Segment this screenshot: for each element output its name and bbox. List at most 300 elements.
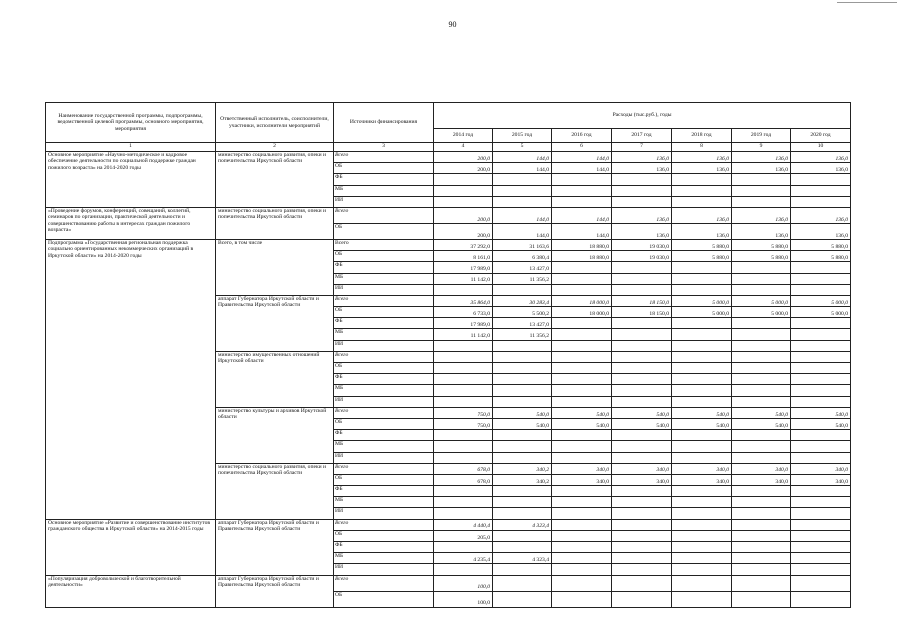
expense-value (552, 497, 612, 508)
expense-value (493, 508, 552, 519)
expense-value: 136,0 (791, 207, 851, 223)
funding-source: ФБ (334, 174, 434, 185)
expense-value: 678,0 (434, 463, 493, 474)
page-number: 90 (448, 20, 457, 29)
expense-value (552, 441, 612, 452)
expense-value (672, 196, 732, 207)
funding-source: ФБ (334, 542, 434, 553)
expense-value (612, 174, 672, 185)
expense-value (672, 262, 732, 273)
funding-source: ОБ (334, 251, 434, 262)
expense-value: 540,0 (672, 418, 732, 429)
header-col-name: Наименование государственной программы, подпрограммы, ведомственной целевой программы, основного мероприятия, мероприятия (46, 103, 216, 143)
expense-value (493, 340, 552, 351)
expense-value: 540,0 (493, 407, 552, 418)
expense-value (732, 329, 791, 340)
expense-value (552, 452, 612, 463)
expense-value (672, 374, 732, 385)
expense-value (612, 519, 672, 530)
expense-value: 340,0 (612, 474, 672, 485)
funding-source: ФБ (334, 430, 434, 441)
expense-value: 540,0 (791, 418, 851, 429)
expense-value (434, 396, 493, 407)
expense-value: 136,0 (672, 207, 732, 223)
expense-value (672, 530, 732, 541)
expense-value (791, 396, 851, 407)
expense-value: 340,0 (612, 463, 672, 474)
expense-value (493, 351, 552, 362)
expense-value: 19 030,0 (612, 251, 672, 262)
expense-value: 6 733,0 (434, 307, 493, 318)
expense-value (552, 262, 612, 273)
expense-value: 13 427,0 (493, 262, 552, 273)
expense-value (732, 385, 791, 396)
expense-value (791, 385, 851, 396)
expense-value (732, 553, 791, 564)
expense-value (493, 385, 552, 396)
header-year: 2016 год (552, 129, 612, 143)
column-number: 3 (334, 143, 434, 152)
expense-value (493, 497, 552, 508)
funding-source: ИИ (334, 396, 434, 407)
expense-value (791, 262, 851, 273)
expense-value (672, 284, 732, 295)
expense-value: 540,0 (493, 418, 552, 429)
expense-value (612, 591, 672, 607)
expense-value (434, 363, 493, 374)
expense-value (791, 185, 851, 196)
expense-value: 144,0 (552, 163, 612, 174)
expense-value (732, 284, 791, 295)
expense-value (672, 351, 732, 362)
expense-value (791, 351, 851, 362)
expense-value: 136,0 (672, 152, 732, 163)
expense-value: 11 356,2 (493, 329, 552, 340)
expense-value (672, 542, 732, 553)
expense-value (791, 519, 851, 530)
expense-value: 18 880,0 (552, 239, 612, 250)
executor-name: министерство социального развития, опеки и попечительства Иркутской области (216, 207, 334, 239)
executor-name: министерство социального развития, опеки и попечительства Иркутской области (216, 152, 334, 208)
funding-source: ИИ (334, 340, 434, 351)
expense-value (612, 564, 672, 575)
expense-value (434, 351, 493, 362)
expense-value: 19 030,0 (612, 239, 672, 250)
expense-value (672, 553, 732, 564)
expense-value (791, 318, 851, 329)
funding-source: Всего (334, 407, 434, 418)
expense-value (732, 174, 791, 185)
expense-value (493, 452, 552, 463)
expense-value (791, 452, 851, 463)
expense-value (552, 340, 612, 351)
budget-table-body (46, 152, 851, 608)
expense-value (732, 196, 791, 207)
expense-value (732, 542, 791, 553)
expense-value (791, 174, 851, 185)
funding-source: МБ (334, 273, 434, 284)
expense-value (612, 185, 672, 196)
expense-value (493, 396, 552, 407)
expense-value (434, 385, 493, 396)
expense-value (672, 575, 732, 591)
expense-value (552, 374, 612, 385)
table-row (46, 519, 851, 530)
funding-source: Всего (334, 351, 434, 362)
expense-value (791, 273, 851, 284)
expense-value (732, 351, 791, 362)
expense-value: 136,0 (612, 207, 672, 223)
expense-value: 136,0 (791, 163, 851, 174)
expense-value: 144,0 (552, 207, 612, 223)
expense-value: 8 161,0 (434, 251, 493, 262)
expense-value (493, 284, 552, 295)
expense-value: 540,0 (732, 407, 791, 418)
funding-source: ОБ (334, 530, 434, 541)
expense-value (791, 542, 851, 553)
header-year: 2017 год (612, 129, 672, 143)
expense-value: 17 989,0 (434, 318, 493, 329)
funding-source: Всего (334, 207, 434, 223)
expense-value (612, 452, 672, 463)
expense-value (612, 318, 672, 329)
expense-value (732, 508, 791, 519)
expense-value (493, 542, 552, 553)
expense-value: 5 000,0 (732, 295, 791, 306)
expense-value: 136,0 (732, 207, 791, 223)
expense-value (552, 185, 612, 196)
expense-value (552, 530, 612, 541)
column-number: 10 (791, 143, 851, 152)
expense-value (732, 564, 791, 575)
expense-value (612, 396, 672, 407)
expense-value: 200,0 (434, 163, 493, 174)
expense-value (552, 553, 612, 564)
expense-value (612, 486, 672, 497)
executor-name: аппарат Губернатора Иркутской области и Правительства Иркутской области (216, 295, 334, 351)
expense-value (791, 340, 851, 351)
expense-value: 136,0 (791, 223, 851, 239)
funding-source: Всего (334, 519, 434, 530)
expense-value (552, 318, 612, 329)
expense-value: 5 880,0 (672, 251, 732, 262)
expense-value: 11 142,0 (434, 329, 493, 340)
executor-name: министерство имущественных отношений Иркутской области (216, 351, 334, 407)
expense-value: 5 000,0 (791, 295, 851, 306)
expense-value (552, 196, 612, 207)
funding-source: Всего (334, 152, 434, 163)
expense-value: 17 989,0 (434, 262, 493, 273)
expense-value (791, 530, 851, 541)
expense-value: 100,0 (434, 575, 493, 591)
expense-value: 5 000,0 (672, 295, 732, 306)
expense-value: 144,0 (493, 163, 552, 174)
expense-value: 5 880,0 (791, 239, 851, 250)
expense-value: 340,0 (552, 463, 612, 474)
expense-value (672, 564, 732, 575)
funding-source: ИИ (334, 508, 434, 519)
expense-value: 5 000,0 (672, 307, 732, 318)
funding-source: Всего (334, 463, 434, 474)
expense-value (434, 196, 493, 207)
budget-table (45, 102, 851, 608)
expense-value (732, 575, 791, 591)
expense-value: 136,0 (612, 223, 672, 239)
header-year: 2015 год (493, 129, 552, 143)
funding-source: Всего (334, 239, 434, 250)
expense-value (493, 430, 552, 441)
expense-value (612, 340, 672, 351)
expense-value (612, 530, 672, 541)
expense-value: 340,0 (552, 474, 612, 485)
expense-value (732, 519, 791, 530)
expense-value (672, 519, 732, 530)
expense-value: 136,0 (732, 152, 791, 163)
funding-source: МБ (334, 185, 434, 196)
scan-edge-mark (837, 2, 897, 3)
funding-source: ФБ (334, 262, 434, 273)
expense-value: 37 292,0 (434, 239, 493, 250)
funding-source: ОБ (334, 591, 434, 607)
expense-value: 340,0 (732, 474, 791, 485)
expense-value (612, 196, 672, 207)
expense-value (552, 174, 612, 185)
expense-value (732, 452, 791, 463)
expense-value (552, 273, 612, 284)
expense-value (732, 273, 791, 284)
expense-value (493, 363, 552, 374)
expense-value: 136,0 (732, 223, 791, 239)
funding-source: Всего (334, 295, 434, 306)
expense-value: 136,0 (612, 152, 672, 163)
expense-value (732, 363, 791, 374)
expense-value (434, 497, 493, 508)
expense-value: 5 000,0 (791, 307, 851, 318)
funding-source: МБ (334, 553, 434, 564)
funding-source: ФБ (334, 374, 434, 385)
expense-value (732, 396, 791, 407)
executor-name: аппарат Губернатора Иркутской области и Правительства Иркутской области (216, 519, 334, 575)
executor-name: министерство культуры и архивов Иркутской области (216, 407, 334, 463)
expense-value (732, 374, 791, 385)
table-row (46, 575, 851, 591)
expense-value (672, 363, 732, 374)
expense-value: 30 283,4 (493, 295, 552, 306)
expense-value: 540,0 (552, 418, 612, 429)
expense-value: 4 235,4 (434, 553, 493, 564)
expense-value (493, 486, 552, 497)
expense-value: 5 500,2 (493, 307, 552, 318)
expense-value (493, 591, 552, 607)
expense-value: 144,0 (493, 207, 552, 223)
expense-value (434, 340, 493, 351)
expense-value (434, 486, 493, 497)
expense-value (612, 284, 672, 295)
expense-value: 540,0 (612, 407, 672, 418)
expense-value: 100,0 (434, 591, 493, 607)
expense-value (434, 452, 493, 463)
funding-source: ИИ (334, 564, 434, 575)
expense-value (434, 430, 493, 441)
expense-value (552, 351, 612, 362)
column-number: 8 (672, 143, 732, 152)
expense-value: 750,0 (434, 418, 493, 429)
funding-source: ИИ (334, 452, 434, 463)
expense-value: 18 880,0 (552, 251, 612, 262)
expense-value (434, 542, 493, 553)
table-row (46, 152, 851, 163)
expense-value (791, 497, 851, 508)
expense-value (672, 497, 732, 508)
expense-value (612, 273, 672, 284)
expense-value: 35 864,0 (434, 295, 493, 306)
expense-value: 340,0 (791, 474, 851, 485)
column-number: 2 (216, 143, 334, 152)
expense-value (672, 396, 732, 407)
funding-source: Всего (334, 575, 434, 591)
expense-value: 136,0 (672, 163, 732, 174)
funding-source: МБ (334, 329, 434, 340)
expense-value (791, 363, 851, 374)
funding-source: ФБ (334, 486, 434, 497)
expense-value: 136,0 (672, 223, 732, 239)
header-year: 2019 год (732, 129, 791, 143)
column-number: 5 (493, 143, 552, 152)
expense-value (434, 508, 493, 519)
expense-value (612, 351, 672, 362)
expense-value (434, 185, 493, 196)
expense-value (552, 591, 612, 607)
expense-value: 4 323,4 (493, 519, 552, 530)
expense-value (672, 385, 732, 396)
expense-value (732, 318, 791, 329)
expense-value: 540,0 (791, 407, 851, 418)
expense-value (552, 284, 612, 295)
expense-value (612, 553, 672, 564)
expense-value (672, 273, 732, 284)
funding-source: ИИ (334, 196, 434, 207)
expense-value (791, 486, 851, 497)
expense-value (612, 363, 672, 374)
column-number: 1 (46, 143, 216, 152)
expense-value: 200,0 (434, 207, 493, 223)
expense-value (672, 486, 732, 497)
expense-value (672, 340, 732, 351)
expense-value (434, 441, 493, 452)
funding-source: ОБ (334, 163, 434, 174)
expense-value (493, 564, 552, 575)
table-row (46, 207, 851, 223)
expense-value: 540,0 (672, 407, 732, 418)
expense-value (434, 174, 493, 185)
expense-value: 18 150,0 (612, 295, 672, 306)
expense-value (612, 508, 672, 519)
expense-value (672, 452, 732, 463)
expense-value (612, 542, 672, 553)
expense-value (552, 486, 612, 497)
expense-value (612, 329, 672, 340)
expense-value (732, 185, 791, 196)
expense-value (612, 430, 672, 441)
expense-value: 18 000,0 (552, 307, 612, 318)
column-number: 6 (552, 143, 612, 152)
expense-value (552, 542, 612, 553)
funding-source: ОБ (334, 363, 434, 374)
expense-value (791, 374, 851, 385)
expense-value (552, 508, 612, 519)
executor-name: Всего, в том числе (216, 239, 334, 295)
expense-value: 340,0 (672, 463, 732, 474)
expense-value (672, 329, 732, 340)
expense-value (493, 185, 552, 196)
expense-value: 136,0 (612, 163, 672, 174)
expense-value (732, 262, 791, 273)
expense-value (672, 185, 732, 196)
expense-value (672, 508, 732, 519)
expense-value (493, 196, 552, 207)
expense-value: 540,0 (732, 418, 791, 429)
expense-value: 340,0 (732, 463, 791, 474)
expense-value (493, 174, 552, 185)
expense-value: 11 142,0 (434, 273, 493, 284)
column-number: 7 (612, 143, 672, 152)
executor-name: министерство социального развития, опеки и попечительства Иркутской области (216, 463, 334, 519)
expense-value (732, 430, 791, 441)
funding-source: ОБ (334, 474, 434, 485)
funding-source: МБ (334, 497, 434, 508)
expense-value: 13 427,0 (493, 318, 552, 329)
column-number-row (46, 143, 851, 152)
expense-value: 144,0 (552, 152, 612, 163)
expense-value: 340,0 (791, 463, 851, 474)
expense-value (612, 374, 672, 385)
expense-value (493, 575, 552, 591)
funding-source: ОБ (334, 307, 434, 318)
expense-value (791, 553, 851, 564)
expense-value: 205,0 (434, 530, 493, 541)
expense-value (672, 318, 732, 329)
expense-value (434, 564, 493, 575)
funding-source: МБ (334, 441, 434, 452)
funding-source: ИИ (334, 284, 434, 295)
expense-value: 750,0 (434, 407, 493, 418)
expense-value: 678,0 (434, 474, 493, 485)
expense-value: 144,0 (493, 223, 552, 239)
expense-value (552, 564, 612, 575)
expense-value: 340,0 (672, 474, 732, 485)
expense-value: 31 163,6 (493, 239, 552, 250)
funding-source: ОБ (334, 418, 434, 429)
expense-value: 540,0 (552, 407, 612, 418)
expense-value (552, 575, 612, 591)
expense-value (493, 530, 552, 541)
header-year: 2020 год (791, 129, 851, 143)
expense-value (791, 196, 851, 207)
expense-value: 200,0 (434, 223, 493, 239)
expense-value (672, 441, 732, 452)
expense-value (672, 430, 732, 441)
column-number: 9 (732, 143, 791, 152)
expense-value (672, 174, 732, 185)
funding-source: ФБ (334, 318, 434, 329)
expense-value (791, 591, 851, 607)
program-name: Подпрограмма «Государственная региональная поддержка социально ориентированных некоммерческих организаций в Иркутской области» на 2014-2020 годы (46, 239, 216, 519)
executor-name: аппарат Губернатора Иркутской области и Правительства Иркутской области (216, 575, 334, 607)
expense-value (552, 363, 612, 374)
expense-value: 18 000,0 (552, 295, 612, 306)
expense-value: 340,2 (493, 463, 552, 474)
expense-value: 6 380,4 (493, 251, 552, 262)
